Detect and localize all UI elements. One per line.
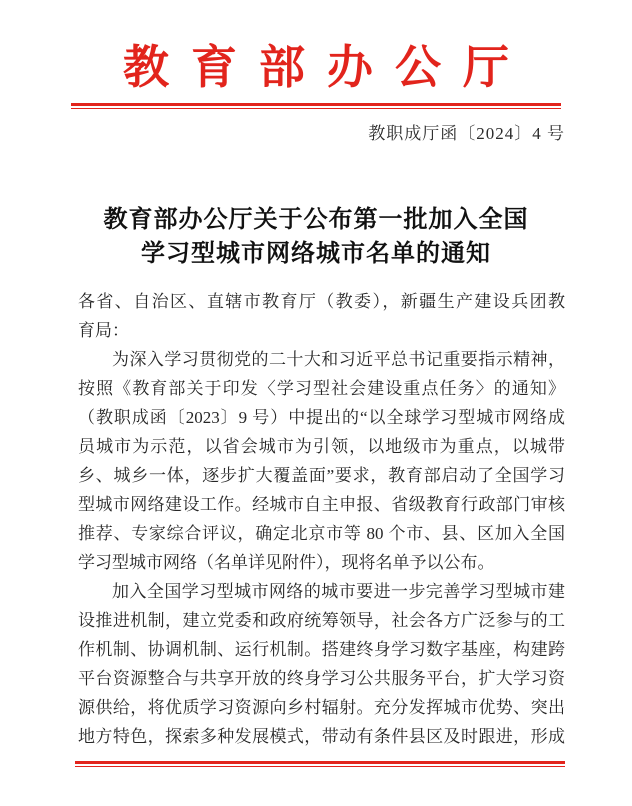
body-line: 平台资源整合与共享开放的终身学习公共服务平台，扩大学习资 [78,669,565,688]
header-red-separator [71,103,561,109]
body-line: 为深入学习贯彻党的二十大和习近平总书记重要指示精神， [112,350,565,369]
body-line: （教职成函〔2023〕9 号）中提出的“以全球学习型城市网络成 [78,408,565,427]
body-line: 加入全国学习型城市网络的城市要进一步完善学习型城市建 [112,582,565,601]
footer-red-separator-thin-line [75,766,565,767]
body-line: 各省、自治区、直辖市教育厅（教委），新疆生产建设兵团教 [78,292,565,311]
footer-red-separator-thick-line [75,761,565,764]
body-lines [0,287,632,751]
body-line: 地方特色，探索多种发展模式，带动有条件县区及时跟进，形成 [78,727,565,746]
notice-title [0,203,632,271]
body-line: 源供给，将优质学习资源向乡村辐射。充分发挥城市优势、突出 [78,698,565,717]
header-red-separator-thick-line [71,103,561,106]
body-line: 设推进机制，建立党委和政府统筹领导，社会各方广泛参与的工 [78,611,565,630]
notice-title-line-1: 教育部办公厅关于公布第一批加入全国 [103,207,529,233]
body-line: 按照《教育部关于印发〈学习型社会建设重点任务〉的通知》 [78,379,565,398]
header-red-separator-thin-line [71,108,561,109]
body-line: 育局： [78,321,129,340]
document-number: 教职成厅函〔2024〕4 号 [368,124,565,143]
body-line: 作机制、协调机制、运行机制。搭建终身学习数字基座，构建跨 [78,640,565,659]
body-line: 员城市为示范，以省会城市为引领，以地级市为重点，以城带 [78,437,565,456]
body-line: 型城市网络建设工作。经城市自主申报、省级教育行政部门审核 [78,495,565,514]
footer-red-separator [75,761,565,767]
letterhead-title: 教育部办公厅 [123,42,531,93]
body-line: 推荐、专家综合评议，确定北京市等 80 个市、县、区加入全国 [78,524,565,543]
body-line: 乡、城乡一体，逐步扩大覆盖面”要求，教育部启动了全国学习 [78,466,565,485]
body-line: 学习型城市网络（名单详见附件），现将名单予以公布。 [78,553,495,572]
notice-title-line-2: 学习型城市网络城市名单的通知 [141,241,491,267]
